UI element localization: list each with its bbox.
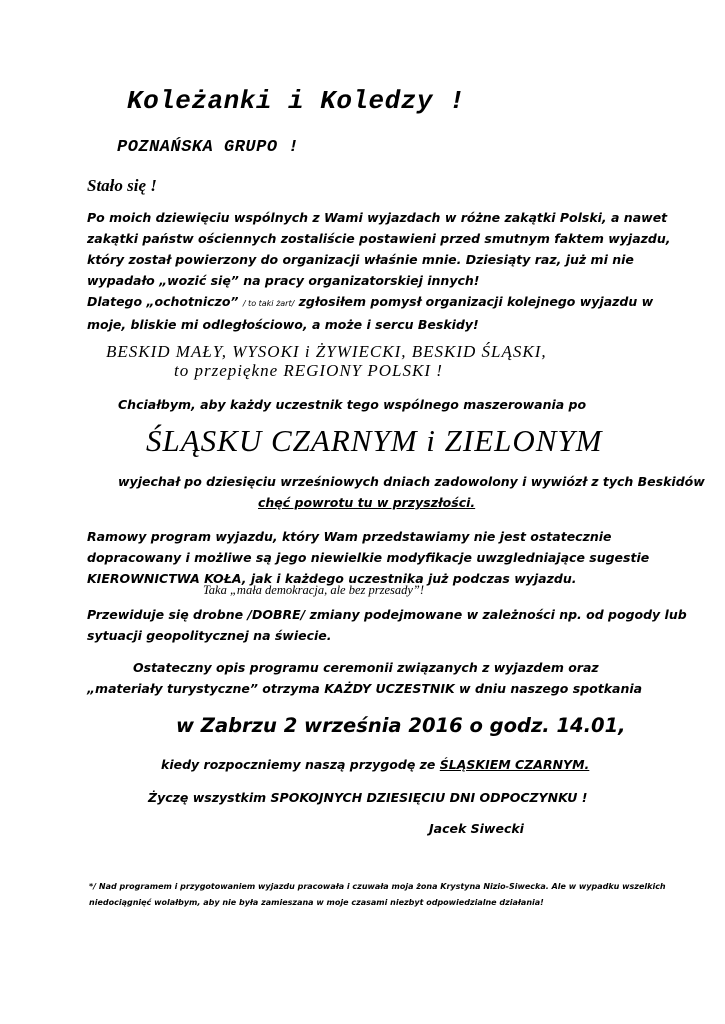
program-line: sytuacji geopolitycznej na świecie. bbox=[87, 628, 332, 643]
intro-line: który został powierzony do organizacji właśnie mnie. Dziesiąty raz, już mi nie bbox=[87, 252, 634, 267]
wish-line: Chciałbym, aby każdy uczestnik tego wspólnego maszerowania po bbox=[118, 397, 587, 412]
final-line: „materiały turystyczne” otrzyma KAŻDY UCZESTNIK w dniu naszego spotkania bbox=[87, 681, 643, 696]
kiedy-line bbox=[161, 757, 589, 772]
slasku-heading: ŚLĄSKU CZARNYM i ZIELONYM bbox=[146, 423, 603, 458]
stalo-sie-heading: Stało się ! bbox=[87, 176, 157, 195]
wishes-line: Życzę wszystkim SPOKOJNYCH DZIESIĘCIU DNI ODPOCZYNKU ! bbox=[148, 790, 588, 805]
intro-line bbox=[87, 291, 671, 314]
beskid-regions-subline: to przepiękne REGIONY POLSKI ! bbox=[174, 361, 443, 380]
dlatego-text-end: zgłosiłem pomysł organizacji kolejnego wyjazdu w bbox=[294, 294, 654, 309]
beskid-regions-line: BESKID MAŁY, WYSOKI i ŻYWIECKI, BESKID ŚLĄSKI, bbox=[106, 342, 547, 361]
wish-line: wyjechał po dziesięciu wrześniowych dniach zadowolony i wywiózł z tych Beskidów bbox=[118, 474, 705, 489]
taka-demokracja-note: Taka „mała demokracja, ale bez przesady”! bbox=[203, 583, 425, 597]
joke-note: / to taki żart/ bbox=[242, 299, 295, 308]
program-line: Przewiduje się drobne /DOBRE/ zmiany podejmowane w zależności np. od pogody lub bbox=[87, 607, 687, 622]
slaskiem-czarnym: ŚLĄSKIEM CZARNYM. bbox=[439, 757, 590, 772]
program-paragraph bbox=[87, 526, 649, 589]
intro-line: wypadało „wozić się” na pracy organizatorskiej innych! bbox=[87, 273, 480, 288]
program-line: Ramowy program wyjazdu, który Wam przedstawiamy nie jest ostatecznie bbox=[87, 529, 612, 544]
program-line: KIEROWNICTWA KOŁA, jak i każdego uczestnika już podczas wyjazdu. bbox=[87, 571, 577, 586]
dlatego-text: Dlatego „ochotniczo” bbox=[87, 294, 243, 309]
intro-line: Po moich dziewięciu wspólnych z Wami wyjazdach w różne zakątki Polski, a nawet bbox=[87, 210, 668, 225]
kiedy-text: kiedy rozpoczniemy naszą przygodę ze bbox=[161, 757, 440, 772]
chec-powrotu-line: chęć powrotu tu w przyszłości. bbox=[258, 495, 476, 510]
footnote-line: niedociągnięć wolałbym, aby nie była zamieszana w moje czasami niezbyt odpowiedzialne działania! bbox=[89, 898, 544, 907]
program-line: dopracowany i możliwe są jego niewielkie modyfikacje uwzgledniające sugestie bbox=[87, 550, 650, 565]
final-line: Ostateczny opis programu ceremonii związanych z wyjazdem oraz bbox=[133, 660, 599, 675]
signature: Jacek Siwecki bbox=[429, 821, 524, 836]
intro-line: moje, bliskie mi odległościowo, a może i sercu Beskidy! bbox=[87, 317, 479, 332]
intro-paragraph bbox=[87, 207, 671, 335]
intro-line: zakątki państw ościennych zostaliście postawieni przed smutnym faktem wyjazdu, bbox=[87, 231, 671, 246]
group-greeting: POZNAŃSKA GRUPO ! bbox=[117, 138, 299, 157]
program-paragraph-2 bbox=[87, 604, 687, 646]
document-title: Koleżanki i Koledzy ! bbox=[127, 86, 466, 116]
meeting-date: w Zabrzu 2 września 2016 o godz. 14.01, bbox=[176, 714, 626, 737]
footnote-line: */ Nad programem i przygotowaniem wyjazdu pracowała i czuwała moja żona Krystyna Nizio-Siwecka. Ale w wypadku wszelkich bbox=[89, 882, 666, 891]
